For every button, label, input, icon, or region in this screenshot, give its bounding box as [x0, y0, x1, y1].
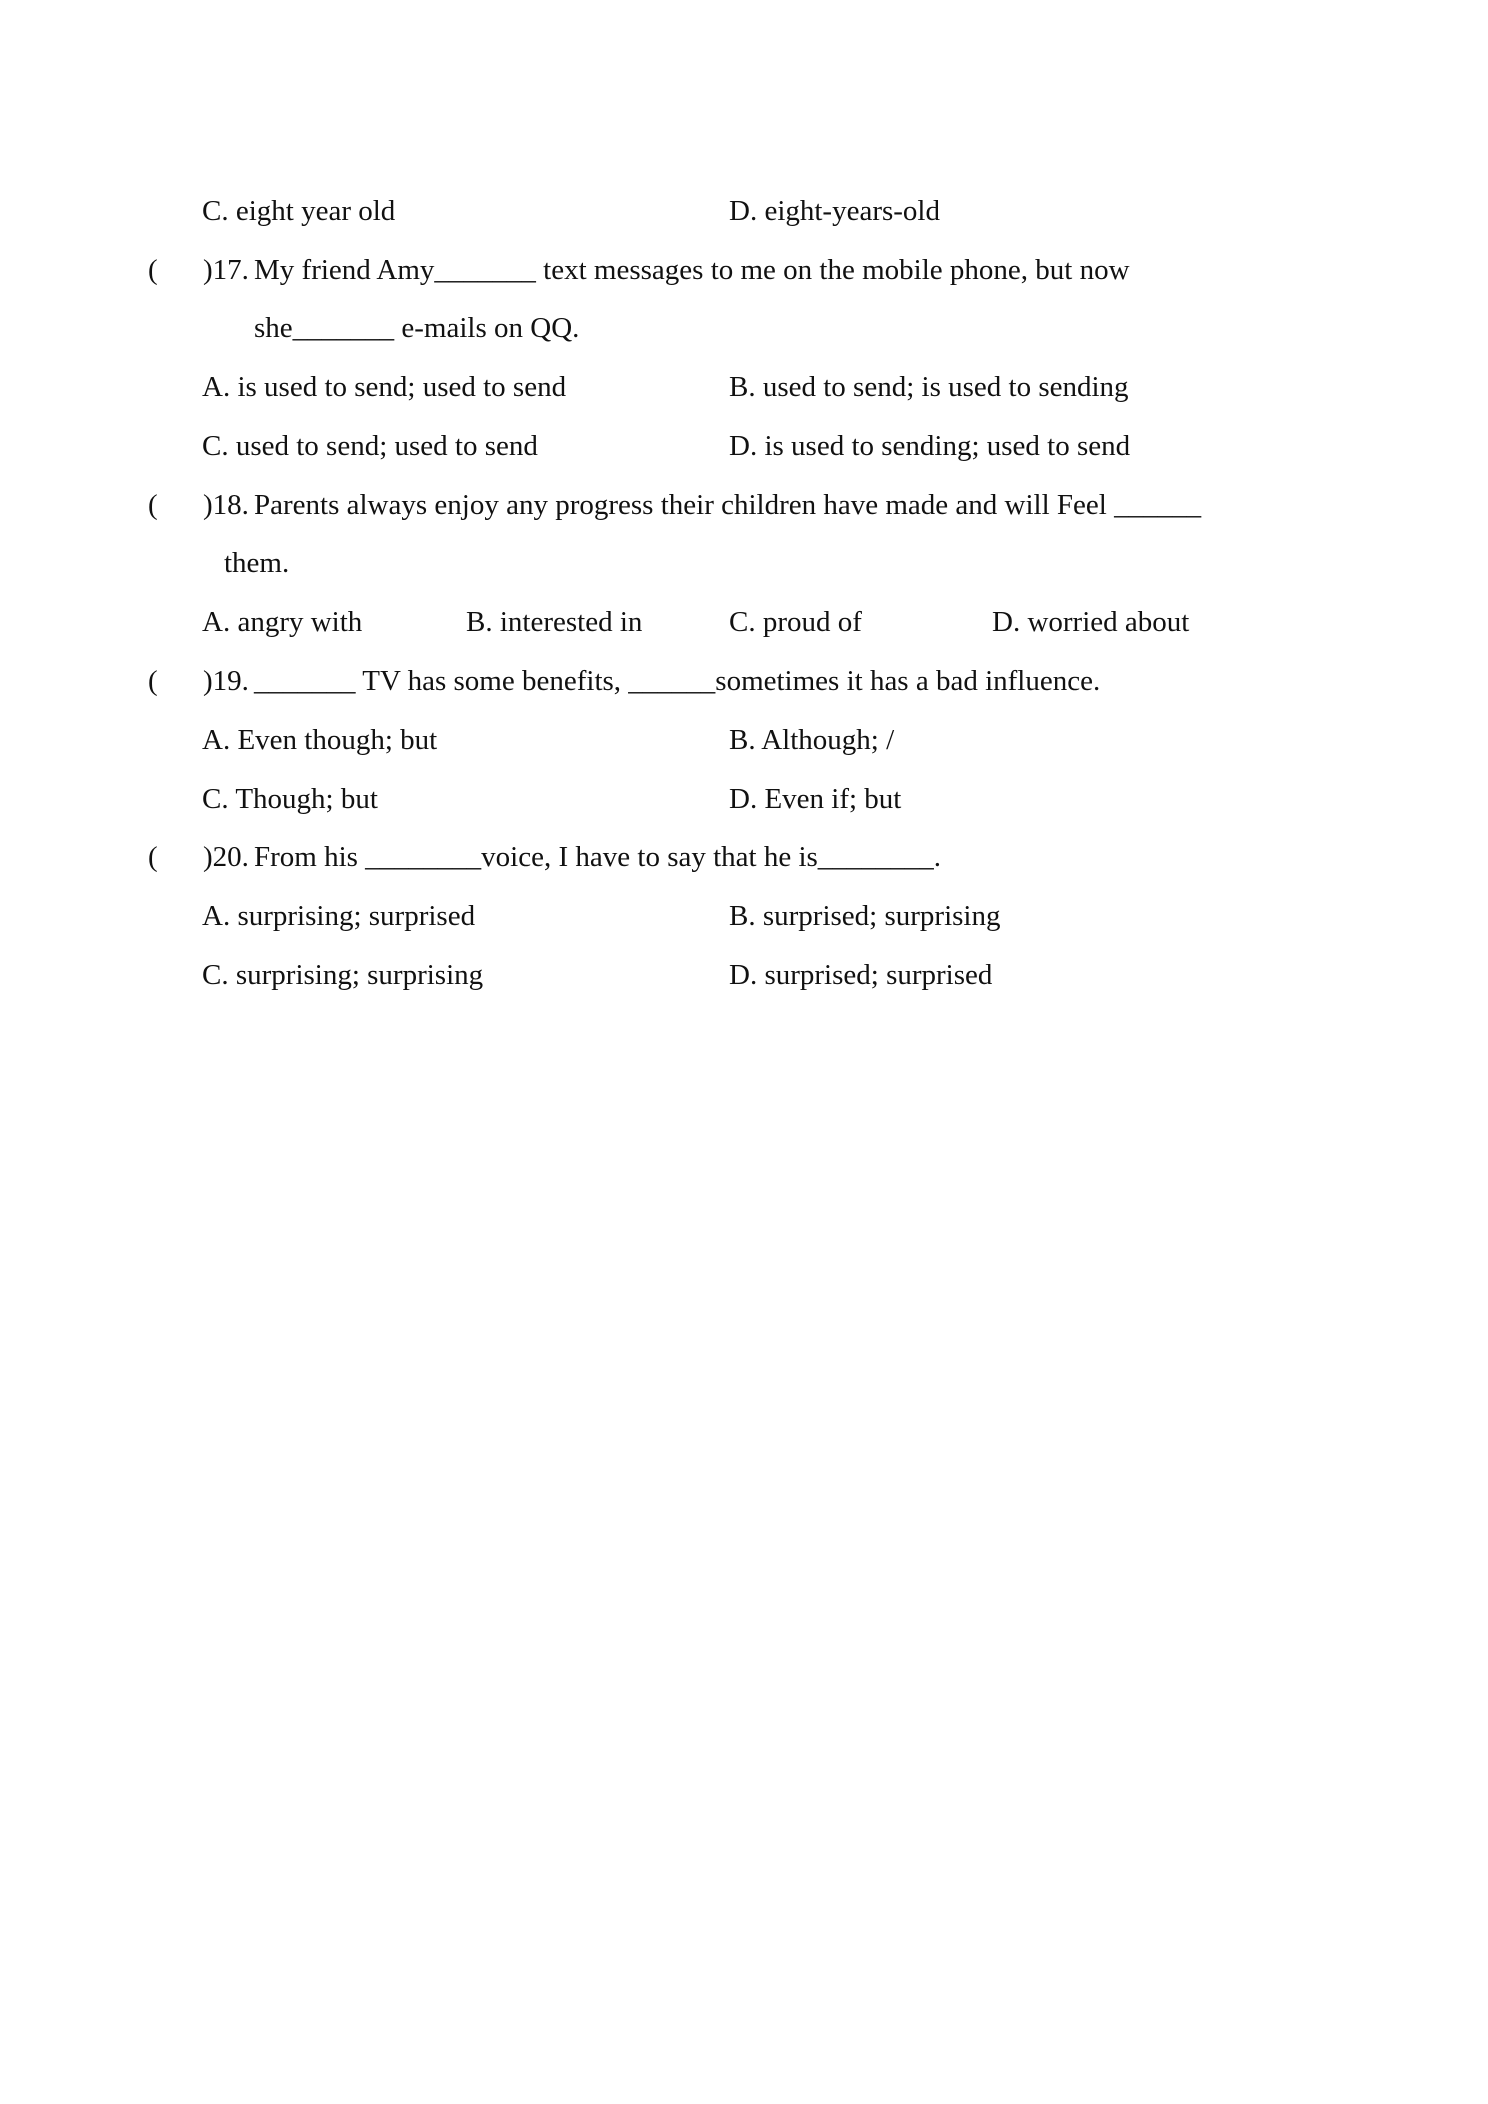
q16-option-c: C. eight year old	[202, 195, 396, 227]
q18-answer-paren: (	[148, 489, 158, 521]
q17-option-a: A. is used to send; used to send	[202, 371, 567, 403]
q19-number: )19.	[203, 665, 249, 697]
q20-option-c: C. surprising; surprising	[202, 959, 484, 991]
q18-stem: Parents always enjoy any progress their children have made and will Feel ______	[254, 489, 1202, 521]
q20-option-a: A. surprising; surprised	[202, 900, 476, 932]
q20-answer-paren: (	[148, 841, 158, 873]
q17-option-b: B. used to send; is used to sending	[729, 371, 1129, 403]
q20-stem: From his ________voice, I have to say that he is________.	[254, 841, 942, 873]
q17-answer-paren: (	[148, 254, 158, 286]
q16-option-d: D. eight-years-old	[729, 195, 940, 227]
q19-option-c: C. Though; but	[202, 783, 378, 815]
q19-option-d: D. Even if; but	[729, 783, 902, 815]
q18-option-b: B. interested in	[466, 606, 643, 638]
q20-option-b: B. surprised; surprising	[729, 900, 1001, 932]
q18-option-c: C. proud of	[729, 606, 862, 638]
q18-number: )18.	[203, 489, 249, 521]
q19-answer-paren: (	[148, 665, 158, 697]
q19-stem: _______ TV has some benefits, ______sometimes it has a bad influence.	[254, 665, 1101, 697]
q20-option-d: D. surprised; surprised	[729, 959, 993, 991]
q17-stem: My friend Amy_______ text messages to me on the mobile phone, but now	[254, 254, 1130, 286]
q19-option-b: B. Although; /	[729, 724, 895, 756]
q20-number: )20.	[203, 841, 249, 873]
q17-option-c: C. used to send; used to send	[202, 430, 538, 462]
q17-stem-continued: she_______ e-mails on QQ.	[254, 312, 580, 344]
q19-option-a: A. Even though; but	[202, 724, 438, 756]
q18-stem-continued: them.	[224, 547, 290, 579]
q17-number: )17.	[203, 254, 249, 286]
q18-option-d: D. worried about	[992, 606, 1190, 638]
q17-option-d: D. is used to sending; used to send	[729, 430, 1131, 462]
q18-option-a: A. angry with	[202, 606, 363, 638]
